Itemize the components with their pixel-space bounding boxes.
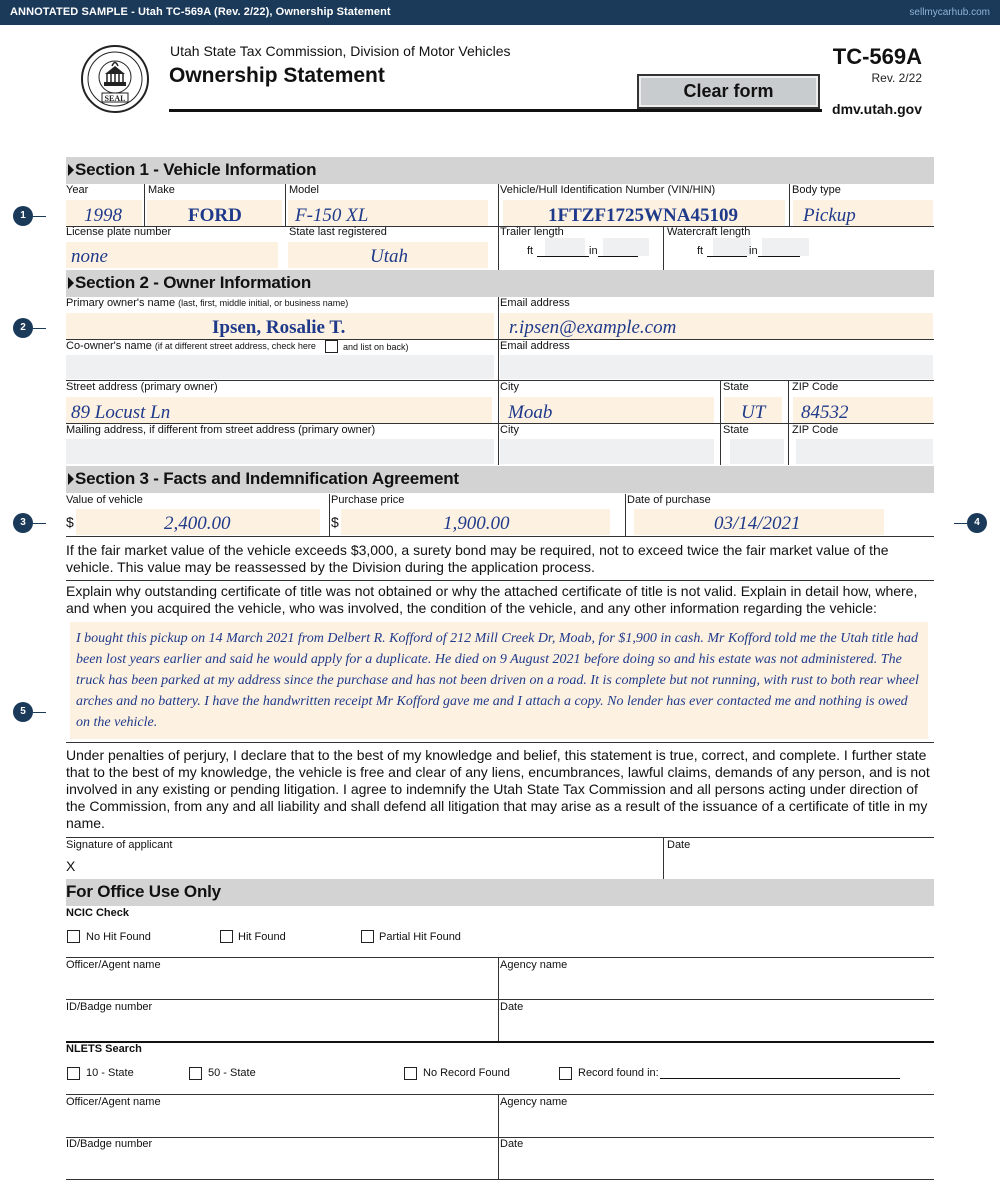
nlets-record-found-label: Record found in: — [578, 1067, 659, 1079]
primary-owner-label: Primary owner's name (last, first, middle initial, or business name) — [66, 297, 349, 309]
ncic-no-hit-label: No Hit Found — [86, 931, 151, 943]
email-value: r.ipsen@example.com — [509, 317, 677, 338]
ncic-hit-checkbox[interactable] — [220, 930, 233, 943]
watercraft-ft-input[interactable] — [713, 238, 751, 256]
nlets-50-state-checkbox[interactable] — [189, 1067, 202, 1080]
state2-label: State — [723, 424, 749, 436]
clear-form-button[interactable]: Clear form — [637, 74, 820, 109]
model-label: Model — [289, 184, 319, 196]
co-owner-field[interactable] — [66, 355, 494, 379]
trailer-ft-input[interactable] — [545, 238, 585, 256]
ncic-partial-hit-checkbox[interactable] — [361, 930, 374, 943]
zip2-field[interactable] — [796, 439, 933, 464]
perjury-statement: Under penalties of perjury, I declare that to the best of my knowledge and belief, this statement is true, correct, and complete. I further state that to the best of my knowledge, the vehicle is free and clear of any liens, encumbrances, lawful claims, demands of any person, and is not involved in any existing or pending litigation. I agree to indemnify the Utah State Tax Commission and all persons acting under direction of the Commission, from any and all liability and shall defend all litigation that may arise as a result of the issuance of a certificate of title in my name. — [66, 747, 930, 831]
year-label: Year — [66, 184, 89, 196]
purchase-date-label: Date of purchase — [627, 494, 711, 506]
signature-label: Signature of applicant — [66, 839, 173, 851]
signature-field[interactable] — [80, 852, 658, 876]
watercraft-ft-underline — [707, 256, 747, 257]
state2-field[interactable] — [730, 439, 784, 464]
ncic-badge-label: ID/Badge number — [66, 1001, 153, 1013]
banner-title: ANNOTATED SAMPLE - Utah TC-569A (Rev. 2/22), Ownership Statement — [10, 6, 391, 18]
primary-owner-value: Ipsen, Rosalie T. — [212, 317, 346, 338]
plate-value: none — [71, 246, 108, 267]
zip2-label: ZIP Code — [792, 424, 839, 436]
s3-divider-a — [329, 494, 330, 536]
nlets-50-state-label: 50 - State — [208, 1067, 256, 1079]
top-banner — [0, 0, 1000, 25]
zip-value: 84532 — [801, 402, 849, 423]
year-value: 1998 — [84, 205, 122, 226]
watercraft-in-unit: in — [749, 245, 758, 257]
state-registered-label: State last registered — [289, 226, 387, 238]
nlets-officer-label: Officer/Agent name — [66, 1096, 161, 1108]
office-use-header — [66, 879, 934, 906]
purchase-price-label: Purchase price — [331, 494, 405, 506]
nlets-badge-label: ID/Badge number — [66, 1138, 153, 1150]
marker-5-line — [33, 712, 46, 713]
nlets-date-label: Date — [500, 1138, 524, 1150]
ncic-no-hit-checkbox[interactable] — [67, 930, 80, 943]
nlets-rule-3 — [66, 1179, 934, 1180]
annotation-marker-1: 1 — [13, 206, 33, 226]
ncic-partial-hit-label: Partial Hit Found — [379, 931, 461, 943]
header-rule — [169, 109, 822, 112]
nlets-rule-1 — [66, 1094, 934, 1095]
ncic-rule-1 — [66, 957, 934, 958]
watercraft-ft-unit: ft — [697, 245, 704, 257]
body-type-label: Body type — [792, 184, 841, 196]
explanation-prompt: Explain why outstanding certificate of title was not obtained or why the attached certificate of title is not valid. Explain in detail how, where, and when you acquired the vehicle, who was involved, the condition of the vehicle, and any other information regarding the vehicle: — [66, 583, 918, 616]
s1-divider-e — [663, 226, 664, 270]
city-label: City — [500, 381, 519, 393]
marker-1-line — [33, 216, 46, 217]
purchase-price-value: 1,900.00 — [443, 513, 510, 534]
city2-label: City — [500, 424, 519, 436]
watercraft-in-input[interactable] — [762, 238, 809, 256]
vehicle-value-label: Value of vehicle — [66, 494, 143, 506]
state-seal — [80, 44, 150, 114]
state-label: State — [723, 381, 749, 393]
triangle-right-icon — [68, 164, 74, 176]
trailer-ft-underline — [537, 256, 589, 257]
annotation-marker-3: 3 — [13, 513, 33, 533]
record-found-underline — [660, 1078, 900, 1079]
explanation-text: I bought this pickup on 14 March 2021 from Delbert R. Kofford of 212 Mill Creek Dr, Moab, for $1,900 in cash. Mr Kofford told me the Utah title had been lost years earlier and said he would apply for a duplicate. He died on 9 August 2021 before doing so and his estate was not administered. The truck has been parked at my address since the purchase and has not been driven on a road. It is complete but not running, with rust to both rear wheel arches and no battery. I have the handwritten receipt Mr Kofford gave me and I attach a copy. No lender has ever contacted me and nothing is owed on the vehicle. — [76, 631, 919, 730]
watercraft-length-label: Watercraft length — [667, 226, 751, 238]
street-value: 89 Locust Ln — [71, 402, 171, 423]
watercraft-in-underline — [758, 256, 800, 257]
signature-date-label: Date — [667, 839, 691, 851]
section-3-title: Section 3 - Facts and Indemnification Agreement — [75, 469, 459, 488]
vehicle-value-dollar: $ — [66, 514, 74, 530]
model-value: F-150 XL — [295, 205, 369, 226]
ncic-officer-label: Officer/Agent name — [66, 959, 161, 971]
s1-divider-c — [498, 184, 499, 270]
nlets-no-record-checkbox[interactable] — [404, 1067, 417, 1080]
co-owner-label: Co-owner's name (if at different street address, check here — [66, 340, 316, 352]
nlets-agency-label: Agency name — [500, 1096, 568, 1108]
section-2-title: Section 2 - Owner Information — [75, 273, 312, 292]
mailing-address-label: Mailing address, if different from street address (primary owner) — [66, 424, 376, 436]
s3-divider-b — [625, 494, 626, 536]
ncic-agency-label: Agency name — [500, 959, 568, 971]
marker-2-line — [33, 328, 46, 329]
zip-label: ZIP Code — [792, 381, 839, 393]
trailer-in-input[interactable] — [603, 238, 649, 256]
s3-row1-rule — [66, 536, 934, 537]
triangle-right-icon — [68, 473, 74, 485]
section-3-header — [66, 466, 934, 493]
street-label: Street address (primary owner) — [66, 381, 218, 393]
ncic-rule-2 — [66, 999, 934, 1000]
annotation-marker-5: 5 — [13, 702, 33, 722]
fmv-rule — [66, 580, 934, 581]
marker-4-line — [954, 523, 967, 524]
ncic-date-label: Date — [500, 1001, 524, 1013]
signature-date-field[interactable] — [667, 852, 933, 876]
annotation-marker-2: 2 — [13, 318, 33, 338]
annotation-marker-4: 4 — [967, 513, 987, 533]
vin-label: Vehicle/Hull Identification Number (VIN/HIN) — [500, 184, 716, 196]
banner-site-link[interactable]: sellmycarhub.com — [909, 7, 990, 18]
ncic-title: NCIC Check — [66, 907, 129, 919]
ncic-hit-label: Hit Found — [238, 931, 286, 943]
s1-divider-d — [789, 184, 790, 226]
state-value: UT — [741, 402, 766, 423]
city2-field[interactable] — [500, 439, 714, 464]
trailer-ft-unit: ft — [527, 245, 534, 257]
marker-3-line — [33, 523, 46, 524]
agency-name: Utah State Tax Commission, Division of Motor Vehicles — [170, 43, 511, 59]
email2-label: Email address — [500, 340, 570, 352]
triangle-right-icon — [68, 277, 74, 289]
purchase-price-dollar: $ — [331, 514, 339, 530]
nlets-record-found-checkbox[interactable] — [559, 1067, 572, 1080]
s1-divider-b — [285, 184, 286, 226]
svg-text:SEAL: SEAL — [104, 94, 126, 103]
dmv-website[interactable]: dmv.utah.gov — [832, 101, 922, 117]
signature-x-mark: X — [66, 858, 76, 874]
nlets-10-state-label: 10 - State — [86, 1067, 134, 1079]
different-address-checkbox[interactable] — [325, 340, 338, 353]
s2-divider-a — [498, 297, 499, 465]
form-number: TC-569A — [832, 44, 922, 69]
vin-value: 1FTZF1725WNA45109 — [548, 205, 738, 226]
mailing-address-field[interactable] — [66, 439, 494, 464]
make-value: FORD — [188, 205, 242, 226]
co-owner-hint: and list on back) — [343, 342, 409, 352]
signature-divider — [663, 837, 664, 879]
email-label: Email address — [500, 297, 570, 309]
form-title: Ownership Statement — [169, 64, 385, 87]
make-label: Make — [148, 184, 175, 196]
explanation-rule — [66, 742, 934, 743]
form-revision: Rev. 2/22 — [871, 71, 922, 85]
state-registered-value: Utah — [370, 246, 408, 267]
nlets-no-record-label: No Record Found — [423, 1067, 510, 1079]
nlets-title: NLETS Search — [66, 1043, 142, 1055]
s1-divider-a — [144, 184, 145, 226]
trailer-length-label: Trailer length — [500, 226, 564, 238]
section-2-header — [66, 270, 934, 297]
trailer-in-underline — [598, 256, 638, 257]
section-1-title: Section 1 - Vehicle Information — [75, 160, 317, 179]
email2-field[interactable] — [500, 355, 933, 379]
plate-label: License plate number — [66, 226, 172, 238]
city-value: Moab — [508, 402, 553, 423]
signature-top-rule — [66, 837, 934, 838]
office-use-title: For Office Use Only — [66, 882, 221, 901]
vehicle-value: 2,400.00 — [164, 513, 231, 534]
seal-icon — [80, 44, 150, 114]
nlets-10-state-checkbox[interactable] — [67, 1067, 80, 1080]
section-1-header — [66, 157, 934, 184]
trailer-in-unit: in — [589, 245, 598, 257]
body-type-value: Pickup — [803, 205, 856, 226]
ncic-rule-3 — [66, 1041, 934, 1043]
purchase-date-value: 03/14/2021 — [714, 513, 801, 534]
fair-market-value-note: If the fair market value of the vehicle exceeds $3,000, a surety bond may be required, not to exceed twice the fair market value of the vehicle. This value may be reassessed by the Division during the application process. — [66, 542, 889, 575]
